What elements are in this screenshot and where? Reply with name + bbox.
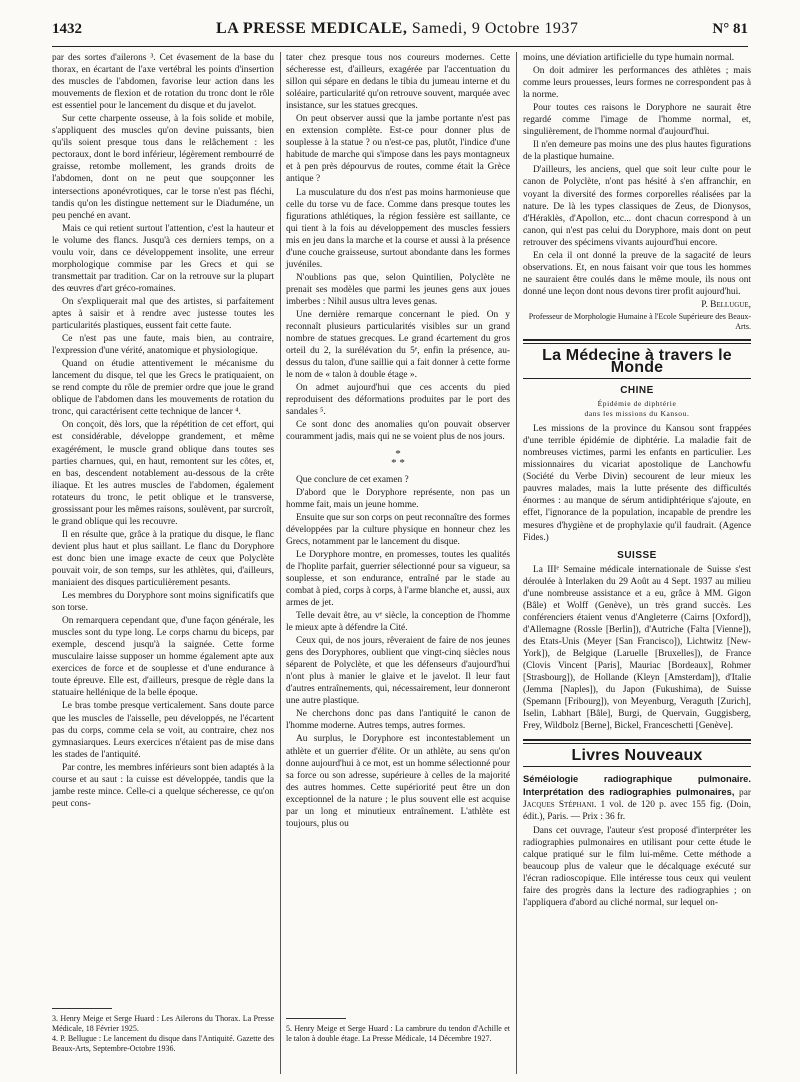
paragraph: On peut observer aussi que la jambe portante n'est pas en extension complète. Est-ce pour donner plus de souplesse à la statue ? ou n'est-ce pas, plutôt, l'indice d'une habitude de marche qui s'impose dans les pays montagneux et à pen près dépourvus de routes, comme était la Grèce antique ? (286, 114, 510, 185)
paragraph: En cela il ont donné la preuve de la sagacité de leurs observations. Et, en nous faisant voir que tous les hommes ne sauraient être coulés dans le même moule, ils nous ont donné une leçon dont nous devons tirer profit aujourd'hui. (523, 250, 751, 297)
paragraph: Ce sont donc des anomalies qu'on pouvait observer couramment jadis, mais qui ne se voient plus de nos jours. (286, 420, 510, 443)
paragraph: Telle devait être, au vᵉ siècle, la conception de l'homme le mieux apte à défendre la Cité. (286, 611, 510, 634)
column-divider (516, 52, 517, 1074)
paragraph: N'oublions pas que, selon Quintilien, Polyclète ne prenait ses modèles que parmi les jeunes gens aux joues imberbes : Nihil ausus ultra leves genas. (286, 272, 510, 307)
journal-name: LA PRESSE MEDICALE, (216, 20, 408, 37)
section-stars: * * * (391, 447, 405, 469)
paragraph: Au surplus, le Doryphore est incontestablement un athlète et un guerrier d'élite. Or un athlète, au sens qu'on donne aujourd'hui à ce mot, est un homme sélectionné pour sa force ou son adresse, supérieure à celles de la majorité des autres hommes. Cette supériorité peut être un don exceptionnel de la nature ; le plus souvent elle est acquise par un long et minutieux entraînement. L'athlète est toujours, plus ou (286, 734, 510, 829)
paragraph: La musculature du dos n'est pas moins harmonieuse que celle du torse vu de face. Comme dans presque toutes les figurations athlétiques, la région fessière est saillante, ce qui tient à la fois au développement des muscles fessiers mis en jeu dans la marche et la course et aussi à la présence d'une couche graisseuse, surtout abondante dans les formes juvéniles. (286, 187, 510, 270)
column-3 (523, 52, 751, 910)
footnote: 3. Henry Meige et Serge Huard : Les Ailerons du Thorax. La Presse Médicale, 18 Février 1925. (52, 1014, 274, 1033)
paragraph: On remarquera cependant que, d'une façon générale, les muscles sont du type long. Le corps charnu du biceps, par exemple, descend jusqu'à la saignée. Cette forme musculaire laisse supposer un homme également apte aux exercices de force et de souplesse et d'une endurance à toute épreuve. Elle est, d'ailleurs, presque de règle dans la statuaire hellénique de la belle époque. (52, 616, 274, 699)
footnote-rule (52, 1008, 112, 1009)
page-number: 1432 (52, 21, 82, 37)
paragraph: Les membres du Doryphore sont moins significatifs que son torse. (52, 591, 274, 614)
paragraph: Ceux qui, de nos jours, rêveraient de faire de nos jeunes gens des Doryphores, oublient que vingt-cinq siècles nous séparent de Polyclète, et que les défenseurs d'aujourd'hui n'ont plus à manier le glaive et le javelot. Il leur faut d'autres entraînements, qui, nécessairement, leur donneront une autre plastique. (286, 636, 510, 707)
paragraph: Pour toutes ces raisons le Doryphore ne saurait être regardé comme l'image de l'homme normal, et, singulièrement, de l'homme normal d'aujourd'hui. (523, 103, 751, 138)
chine-subheading-line: dans les missions du Kansou. (584, 409, 690, 419)
page-header (52, 20, 748, 47)
issue-number: N° 81 (712, 21, 748, 37)
section-title-medecine: La Médecine à travers le Monde (542, 346, 732, 377)
issue-date: Samedi, 9 Octobre 1937 (411, 20, 579, 37)
paragraph: Une dernière remarque concernant le pied. On y reconnaît plusieurs particularités visibles sur un grand nombre de statues grecques. Le grand écartement du gros orteil du 2, la surélévation du 5ᵉ, enfin la présence, au-dessus du talon, d'une saillie qui a fait donner à cette forme le nom de « talon à double étage ». (286, 309, 510, 381)
paragraph: Que conclure de cet examen ? (296, 474, 409, 485)
column-2 (286, 52, 510, 831)
paragraph: par des sortes d'ailerons ³. Cet évasement de la base du thorax, en écartant de l'axe vertébral les points d'insertion des muscles de l'abdomen, favorise leur action dans les mouvements de flexion et de rotation du tronc dont le rôle est essentiel pour le lancement du disque et du javelot. (52, 53, 274, 112)
paragraph: Par contre, les membres inférieurs sont bien adaptés à la course et au saut : la cuisse est développée, tandis que la jambe reste mince. Celle-ci a quelque sécheresse, ce qu'on peut cons- (52, 762, 274, 809)
paragraph: tater chez presque tous nos coureurs modernes. Cette sécheresse est, d'ailleurs, exagérée par l'accentuation du sillon qui sépare en dedans le tibia du jumeau interne et du soléaire, particularité qu'on retrouve souvent, marquée avec insistance, sur les statues grecques. (286, 53, 510, 112)
paragraph: moins, une déviation artificielle du type humain normal. (523, 53, 735, 63)
country-heading-suisse: SUISSE (617, 549, 657, 561)
paragraph: On doit admirer les performances des athlètes ; mais comme leurs prouesses, leurs formes ne correspondent pas à la norme. (523, 66, 751, 101)
paragraph: Ensuite que sur son corps on peut reconnaître des formes développées par la culture physique en honneur chez les Grecs, notamment par le lancement du disque. (286, 512, 510, 547)
paragraph: On conçoit, dès lors, que la répétition de cet effort, qui est considérable, développe grandement, et même exagérément, le muscle grand oblique dans toutes ses parties charnues, qui, en haut, remontent sur les côtes, et, en bas, descendent notablement au-dessous de la crête iliaque. Et les autres muscles de l'abdomen, également rotateurs du tronc, le petit oblique et le transverse, grossissant pour les mêmes raisons, soulèvent, par surcroît, le grand oblique qui les recouvre. (52, 420, 274, 527)
book-author: Jacques Stéphani. (523, 800, 597, 811)
paragraph: Le bras tombe presque verticalement. Sans doute parce que les muscles de l'aisselle, peu développés, ne l'écartent pas du corps, comme cela se voit, au contraire, chez nos gymnasiarques. Leurs exercices n'étaient pas de mise dans les stades de l'antiquité. (52, 701, 274, 760)
paragraph: Le Doryphore montre, en promesses, toutes les qualités de l'hoplite parfait, guerrier sélectionné pour sa vigueur, sa souplesse, et son endurance, entraîné par le stade au combat à pied, corps à corps, à l'arme blanche et, aussi, aux armes de jet. (286, 549, 510, 608)
chine-subheading-line: Épidémie de diphtérie (597, 399, 677, 409)
chine-subheading (523, 399, 751, 419)
column-divider (280, 52, 281, 1074)
section-divider (523, 766, 751, 767)
paragraph: On s'expliquerait mal que des artistes, si parfaitement aptes à saisir et à rendre avec justesse toutes les particularités plastiques, eussent fait cette faute. (52, 296, 274, 332)
paragraph: La IIIᵉ Semaine médicale internationale de Suisse s'est déroulée à Interlaken du 29 Août au 4 Sept. 1937 au milieu d'une nombreuse assistance et a eu, grâce à MM. Gigon (Bâle) et Wolff (Genève), un très grand succès. Les conférenciers étaient venus d'Angleterre (Cairns [Oxford]), d'Allemagne (Rossle [Berlin]), d'Autriche (Falta [Vienne]), des Etats-Unis (Meyer [San Francisco]), Lichtwitz [New-York]), de Belgique (Laruelle [Bruxelles]), de France (Clovis Vincent [Paris], Mauriac [Bordeaux], Rohmer [Strasbourg]), de Hollande (Kleyn [Amsterdam]), d'Italie (Jemma [Naples]), du Japon (Fukushima), de Suisse (Spemann [Fribourg]), von Meyenburg, Veraguth [Zurich], Iselin, Labhart [Bâle], Burgi, de Quervain, Guggisberg, Frey, Wildbolz [Berne], Bickel, Franceschetti [Genève]. (523, 564, 751, 732)
author-role: Professeur de Morphologie Humaine à l'Ecole Supérieure des Beaux-Arts. (528, 311, 751, 331)
book-entry (523, 773, 751, 823)
section-divider (523, 378, 751, 379)
section-divider (523, 343, 751, 344)
footnote: 4. P. Bellugue : Le lancement du disque dans l'Antiquité. Gazette des Beaux-Arts, Septembre-Octobre 1936. (52, 1034, 274, 1053)
paragraph: Mais ce qui retient surtout l'attention, c'est la hauteur et le volume des flancs. Jusqu'à ces derniers temps, on a voulu voir, dans ce développement insolite, une erreur morphologique commise par les Grecs et qui se transmettait par tradition. Car on la retrouve sur la plupart des œuvres d'art gréco-romaines. (52, 223, 274, 294)
paragraph: Sur cette charpente osseuse, à la fois solide et mobile, s'appliquent des muscles qu'on devine puissants, bien qu'ils soient presque tous dans le relâchement : les pectoraux, dont le bord inférieur, légèrement rembourré de graisse, retombe mollement, les grands droits de l'abdomen, dont on ne peut que soupçonner les intersections aponévrotiques, car le torse n'est pas fléchi, tandis qu'on les distingue nettement sur le Diaduméne, un peu penché en avant. (52, 114, 274, 221)
column-1 (52, 52, 274, 811)
paragraph: On admet aujourd'hui que ces accents du pied reproduisent des déformations produites par le port des sandales ⁵. (286, 383, 510, 418)
footnote-col2: 5. Henry Meige et Serge Huard : La cambrure du tendon d'Achille et le talon à double étage. La Presse Médicale, 14 Décembre 1927. (286, 1024, 510, 1043)
section-divider (523, 739, 751, 741)
section-title-livres: Livres Nouveaux (571, 747, 703, 765)
paragraph: D'ailleurs, les anciens, quel que soit leur culte pour le canon de Polyclète, n'ont pas hésité à s'en affranchir, en voyant la diversité des formes corporelles réalisées par la nature. De là les types classiques de Zeus, de Dionysos, d'Héraklès, d'Apollon, etc... dont chacun correspond à un canon, qui n'est pas celui du Doryphore, mais dont on peut retrouver des spécimens vivants aujourd'hui encore. (523, 165, 751, 248)
paragraph: Quand on étudie attentivement le mécanisme du lancement du disque, tel que les Grecs le pratiquaient, on se rend compte du rôle de premier ordre que joue le grand oblique de l'abdomen dans les mouvements de rotation du tronc, qui caractérisent cette technique de lancer ⁴. (52, 359, 274, 418)
paragraph: Les missions de la province du Kansou sont frappées d'une terrible épidémie de diphtérie. La maladie fait de nombreuses victimes, parmi les enfants en particulier. Les missionnaires du vicariat apostolique de Lanchowfu (Société du Verbe Divin) secourent de leur mieux les pauvres malades, mais la lutte présente des difficultés énormes : au manque de sérum antidiphtérique s'ajoute, en effet, l'ignorance de la population, incapable de prendre les mesures d'hygiène et de prophylaxie qu'il faudrait. (Agence Fides.) (523, 424, 751, 543)
book-details: 1 vol. de 120 p. avec 155 fig. (Doin, édit.), Paris. — Prix : 36 fr. (523, 800, 751, 823)
paragraph: Il n'en demeure pas moins une des plus hautes figurations de la plastique humaine. (523, 140, 751, 163)
footnote-rule (286, 1018, 346, 1019)
paragraph: Ne cherchons donc pas dans l'antiquité le canon de l'homme moderne. Autres temps, autres formes. (286, 709, 510, 732)
footnotes-col1 (52, 1014, 274, 1054)
section-divider (523, 339, 751, 341)
author-signature: P. Bellugue, (701, 299, 751, 310)
country-heading-chine: CHINE (620, 385, 654, 397)
paragraph: Il en résulte que, grâce à la pratique du disque, le flanc devient plus haut et plus saillant. Le flanc du Doryphore est donc bien une image exacte de ceux que Polyclète pouvait voir, de son temps, sur les athlètes, qui, d'ailleurs, maniaient des disques particulièrement pesants. (52, 529, 274, 589)
paragraph: Ce n'est pas une faute, mais bien, au contraire, l'expression d'une vérité, anatomique et physiologique. (52, 334, 274, 357)
book-title: Séméiologie radiographique pulmonaire. Interprétation des radiographies pulmonaires, (523, 773, 751, 798)
paragraph: Dans cet ouvrage, l'auteur s'est proposé d'interpréter les radiographies pulmonaires en utilisant pour cette étude le calque pratiqué sur le film lui-même. Cette méthode a beaucoup plus de valeur que le décalquage exécuté sur l'écran radioscopique. Elle intéresse tous ceux qui veulent faire des progrès dans la lecture des radiographies ; on l'appliquera d'abord au cliché normal, sur lequel on- (523, 825, 751, 908)
paragraph: D'abord que le Doryphore représente, non pas un homme fait, mais un jeune homme. (286, 487, 510, 510)
masthead (216, 20, 578, 38)
section-divider (523, 743, 751, 744)
book-by: par (739, 788, 751, 799)
